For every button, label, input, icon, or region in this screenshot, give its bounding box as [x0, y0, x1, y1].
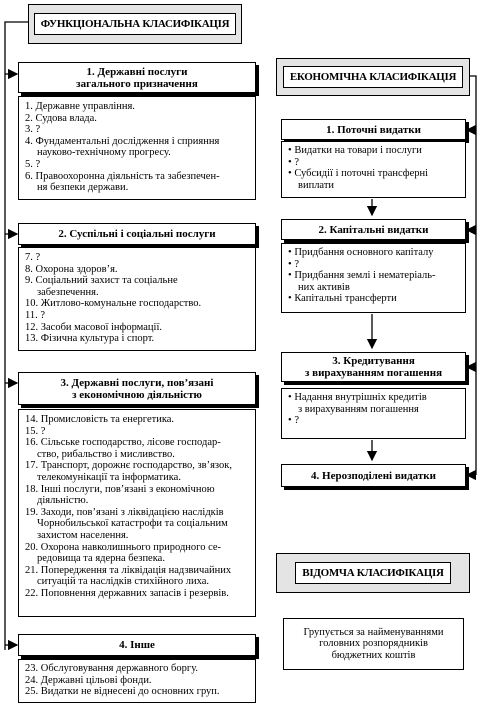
list-item: 2. Судова влада. [25, 112, 97, 124]
list-item: 16. Сільське господарство, лісове господар- [25, 437, 221, 449]
list-item: • Надання внутрішніх кредитів [288, 392, 459, 404]
functional-group-4-header: 4. Інше [18, 634, 256, 656]
departmental-classification-title: ВІДОМЧА КЛАСИФІКАЦІЯ [276, 553, 470, 593]
list-item: 25. Видатки не віднесені до основних груп. [25, 686, 220, 698]
list-item: • Придбання основного капіталу [288, 247, 459, 259]
list-item: 11. ? [25, 309, 46, 321]
functional-group-4-list [18, 659, 256, 703]
list-item: редовища та ядерна безпека. [37, 553, 165, 565]
list-item: них активів [298, 281, 350, 293]
list-item: науково-технічному прогресу. [37, 147, 171, 159]
list-item: • ? [288, 259, 459, 271]
functional-group-3-header: 3. Державні послуги, пов’язані з економічною діяльністю [18, 372, 256, 405]
list-item: ство, рибальство і мисливство. [37, 448, 175, 460]
economic-group-2-header: 2. Капітальні видатки [281, 219, 466, 240]
list-item: Чорнобильської катастрофи та соціальним [37, 518, 228, 530]
functional-group-1-header: 1. Державні послуги загального призначення [18, 62, 256, 93]
list-item: 24. Державні цільові фонди. [25, 674, 152, 686]
economic-classification-title: ЕКОНОМІЧНА КЛАСИФІКАЦІЯ [276, 58, 470, 96]
economic-group-4-header: 4. Нерозподілені видатки [281, 464, 466, 487]
list-item: • ? [288, 415, 459, 427]
list-item: 4. Фундаментальні дослідження і сприяння [25, 135, 220, 147]
functional-group-3-list [18, 409, 256, 617]
functional-classification-title: ФУНКЦІОНАЛЬНА КЛАСИФІКАЦІЯ [28, 4, 242, 44]
list-item: 21. Попередження та ліквідація надзвичайних [25, 564, 232, 576]
list-item: 17. Транспорт, дорожнє господарство, зв’язок, [25, 460, 232, 472]
list-item: 6. Правоохоронна діяльність та забезпечен- [25, 170, 220, 182]
functional-group-2-list [18, 247, 256, 351]
list-item: ня безпеки держави. [37, 182, 129, 194]
list-item: виплати [298, 179, 335, 191]
list-item: ситуацій та наслідків стихійного лиха. [37, 576, 210, 588]
list-item: 13. Фізична культура і спорт. [25, 333, 155, 345]
list-item: 22. Поповнення державних запасів і резервів. [25, 587, 229, 599]
list-item: 10. Житлово-комунальне господарство. [25, 298, 202, 310]
economic-group-3-list [281, 388, 466, 439]
list-item: 1. Державне управління. [25, 101, 135, 112]
list-item: з вирахуванням погашення [298, 403, 419, 415]
economic-group-2-list [281, 243, 466, 313]
list-item: телекомунікації та інформатика. [37, 471, 181, 483]
list-item: • Придбання землі і нематеріаль- [288, 270, 459, 282]
list-item: забезпечення. [37, 286, 99, 298]
list-item: діяльністю. [37, 495, 89, 507]
list-item: 3. ? [25, 124, 41, 136]
list-item: • Видатки на товари і послуги [288, 145, 459, 157]
list-item: 5. ? [25, 158, 41, 170]
list-item: 20. Охорона навколишнього природного се- [25, 541, 222, 553]
economic-group-1-list [281, 141, 466, 198]
functional-group-1-list [18, 96, 256, 200]
economic-group-1-header: 1. Поточні видатки [281, 119, 466, 140]
functional-group-2-header: 2. Суспільні і соціальні послуги [18, 223, 256, 245]
list-item: 19. Заходи, пов’язані з ліквідацією наслідків [25, 506, 224, 518]
departmental-classification-note: Групується за найменуваннями головних розпорядників бюджетних коштів [283, 618, 464, 670]
list-item: 9. Соціальний захист та соціальне [25, 275, 178, 287]
list-item: • Субсидії і поточні трансферні [288, 168, 459, 180]
list-item: 18. Інші послуги, пов’язані з економічною [25, 483, 215, 495]
economic-group-3-header: 3. Кредитування з вирахуванням погашення [281, 352, 466, 382]
list-item: захистом населення. [37, 529, 129, 541]
list-item: 8. Охорона здоров’я. [25, 263, 118, 275]
list-item: 15. ? [25, 425, 46, 437]
list-item: 7. ? [25, 252, 41, 263]
list-item: • ? [288, 157, 459, 169]
list-item: 14. Промисловість та енергетика. [25, 414, 175, 425]
list-item: 23. Обслуговування державного боргу. [25, 663, 199, 674]
list-item: 12. Засоби масової інформації. [25, 321, 162, 333]
list-item: • Капітальні трансферти [288, 293, 459, 305]
